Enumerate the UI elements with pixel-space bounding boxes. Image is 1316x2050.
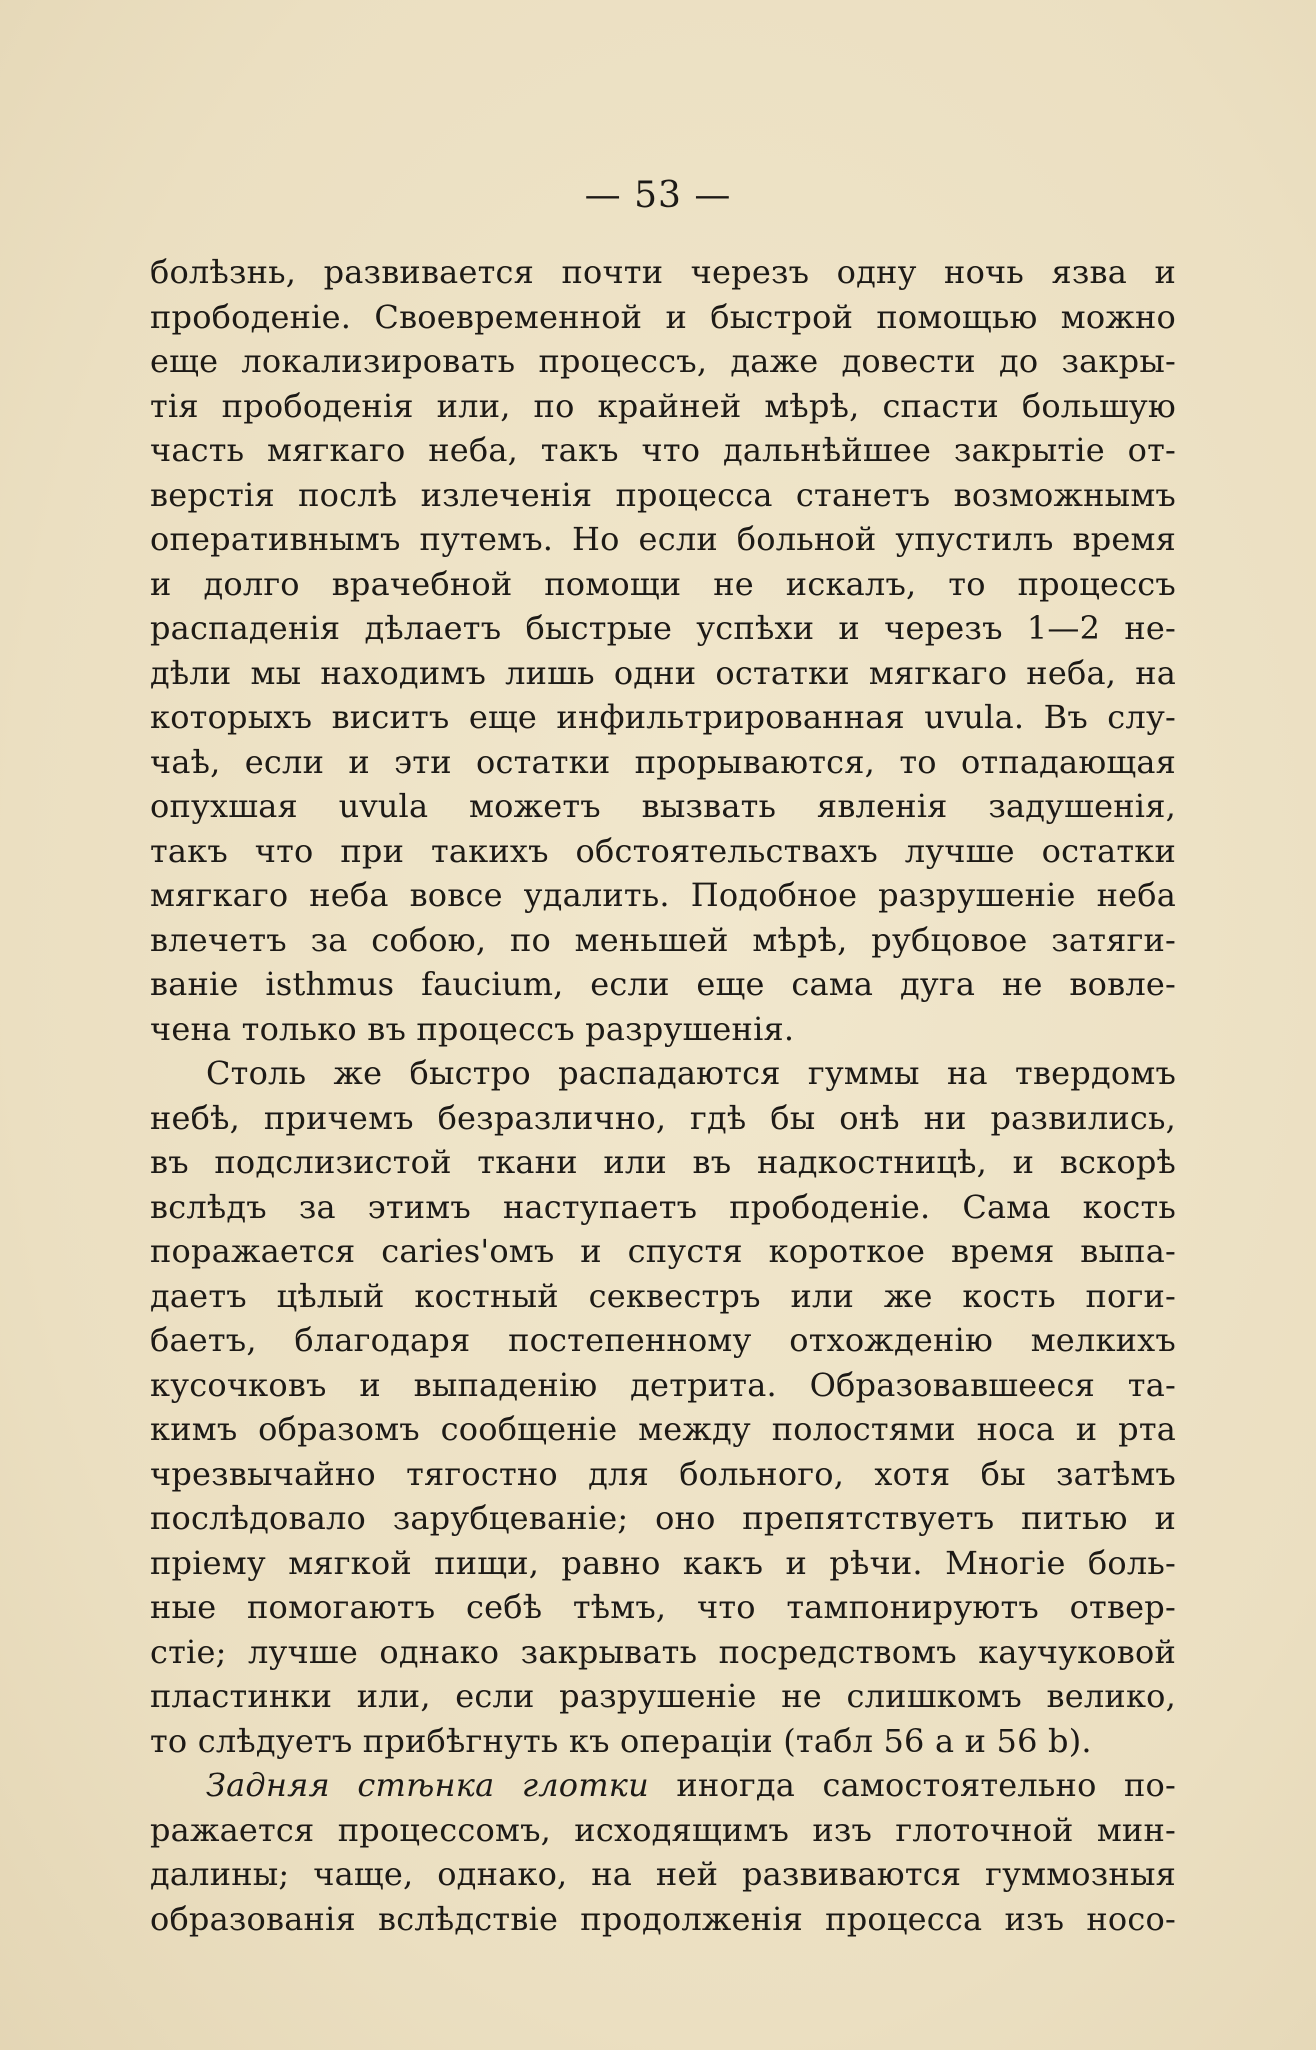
paragraph-3	[150, 1763, 1176, 1941]
text-line: кимъ образомъ сообщеніе между полостями носа и рта	[150, 1410, 1176, 1448]
text-line: ваніе isthmus faucium, если еще сама дуга не вовле-	[150, 965, 1176, 1003]
text-line: тія прободенія или, по крайней мѣрѣ, спасти большую	[150, 386, 1176, 425]
text-line: пластинки или, если разрушеніе не слишкомъ велико,	[150, 1677, 1176, 1715]
text-line: ные помогаютъ себѣ тѣмъ, что тампонируютъ отвер-	[150, 1588, 1176, 1626]
text-line: дѣли мы находимъ лишь одни остатки мягкаго неба, на	[150, 653, 1176, 692]
text-line: оперативнымъ путемъ. Но если больной упустилъ время	[150, 520, 1176, 558]
text-line: послѣдовало зарубцеваніе; оно препятствуетъ питью и	[150, 1499, 1176, 1537]
text-line: еще локализировать процессъ, даже довести до закры-	[150, 342, 1176, 380]
text-line: то слѣдуетъ прибѣгнуть къ операціи (табл 56 а и 56 b).	[150, 1721, 1092, 1760]
text-line: часть мягкаго неба, такъ что дальнѣйшее закрытіе от-	[150, 431, 1176, 469]
text-line: даетъ цѣлый костный секвестръ или же кость поги-	[150, 1276, 1176, 1315]
body-text	[150, 250, 1176, 1941]
text-line: пріему мягкой пищи, равно какъ и рѣчи. Многіе боль-	[150, 1543, 1176, 1582]
text-line: небѣ, причемъ безразлично, гдѣ бы онѣ ни развились,	[150, 1098, 1176, 1137]
text-line: распаденія дѣлаетъ быстрые успѣхи и черезъ 1—2 не-	[150, 609, 1176, 647]
text-line: опухшая uvula можетъ вызвать явленія задушенія,	[150, 787, 1176, 825]
page-number: — 53 —	[584, 175, 732, 216]
text-line: и долго врачебной помощи не искалъ, то процессъ	[150, 564, 1176, 603]
text-line: мягкаго неба вовсе удалить. Подобное разрушеніе неба	[150, 876, 1176, 914]
text-line: болѣзнь, развивается почти черезъ одну ночь язва и	[150, 253, 1176, 291]
text-line: въ подслизистой ткани или въ надкостницѣ, и вскорѣ	[150, 1143, 1176, 1181]
text-line: вслѣдъ за этимъ наступаетъ прободеніе. Сама кость	[150, 1187, 1176, 1226]
paragraph-1	[150, 250, 1176, 1051]
text-line: ражается процессомъ, исходящимъ изъ глоточной мин-	[150, 1810, 1176, 1849]
text-line: чена только въ процессъ разрушенія.	[150, 1009, 795, 1048]
text-line: чаѣ, если и эти остатки прорываются, то отпадающая	[150, 742, 1176, 781]
text-line: образованія вслѣдствіе продолженія процесса изъ носо-	[150, 1899, 1176, 1938]
text-line: баетъ, благодаря постепенному отхожденію мелкихъ	[150, 1321, 1176, 1359]
paragraph-2	[150, 1051, 1176, 1763]
text-line: прободеніе. Своевременной и быстрой помощью можно	[150, 297, 1176, 336]
text-line: поражается caries'омъ и спустя короткое время выпа-	[150, 1232, 1176, 1270]
text-line: далины; чаще, однако, на ней развиваются гуммозныя	[150, 1855, 1176, 1893]
text-run: иногда самостоятельно по-	[648, 1766, 1177, 1804]
text-line: кусочковъ и выпаденію детрита. Образовавшееся та-	[150, 1365, 1176, 1404]
text-line: чрезвычайно тягостно для больного, хотя бы затѣмъ	[150, 1454, 1176, 1493]
text-line: стіе; лучше однако закрывать посредствомъ каучуковой	[150, 1632, 1176, 1671]
text-line: влечетъ за собою, по меньшей мѣрѣ, рубцовое затяги-	[150, 920, 1176, 959]
text-line	[150, 1763, 1176, 1808]
italic-heading: Задняя стѣнка глотки	[206, 1766, 649, 1804]
text-line: которыхъ виситъ еще инфильтрированная uvula. Въ слу-	[150, 698, 1176, 736]
text-line: такъ что при такихъ обстоятельствахъ лучше остатки	[150, 831, 1176, 870]
text-line: верстія послѣ излеченія процесса станетъ возможнымъ	[150, 475, 1176, 514]
text-line: Столь же быстро распадаются гуммы на твердомъ	[206, 1054, 1176, 1092]
